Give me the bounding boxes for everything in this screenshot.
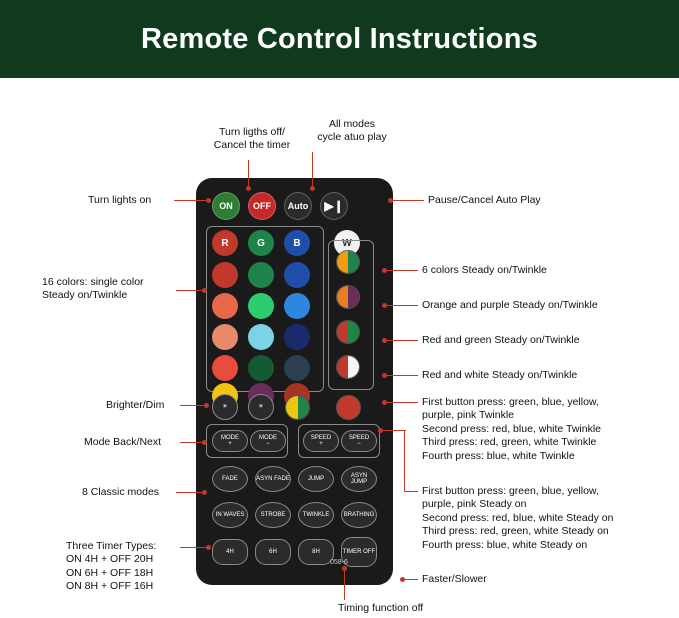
- leader-dot: [204, 403, 209, 408]
- leader-line: [380, 430, 406, 431]
- annotation-red-green: Red and green Steady on/Twinkle: [422, 334, 580, 346]
- speed-minus-sign: −: [357, 441, 361, 447]
- leader-line: [390, 200, 424, 201]
- leader-dot: [400, 577, 405, 582]
- red-green-button[interactable]: [336, 320, 360, 344]
- play-pause-icon: ▶❙: [324, 199, 344, 213]
- annotation-steady-presses: First button press: green, blue, yellow, purple, pink Steady on Second press: red, blue, white Steady on Third press: red, green, white Steady on Fourth press: blue, white Steady on: [422, 485, 614, 551]
- speed-minus-button[interactable]: [341, 430, 377, 452]
- annotation-8-classic-modes: 8 Classic modes: [82, 486, 160, 498]
- leader-dot: [382, 338, 387, 343]
- leader-line: [248, 160, 249, 188]
- leader-line: [176, 290, 204, 291]
- multicolor-twinkle-button[interactable]: [285, 395, 310, 420]
- flash-steady-button[interactable]: [336, 395, 361, 420]
- annotation-turn-lights-on: Turn lights on: [88, 194, 152, 206]
- speed-plus-label: SPEED: [310, 434, 332, 441]
- color-swatch[interactable]: [248, 324, 274, 350]
- leader-dot: [382, 268, 387, 273]
- annotation-16-colors: [42, 276, 192, 303]
- mode-asyn-jump-button[interactable]: ASYN JUMP: [341, 466, 377, 492]
- leader-dot: [378, 428, 383, 433]
- six-colors-button[interactable]: [336, 250, 360, 274]
- mode-plus-label: MODE: [221, 434, 239, 441]
- brighter-button[interactable]: [212, 394, 238, 420]
- timer-off-button[interactable]: TIMER OFF: [341, 537, 377, 567]
- color-swatch[interactable]: [284, 262, 310, 288]
- annotation-16-colors-rest: single color: [87, 276, 144, 288]
- remote-model-code: 058-6: [330, 559, 348, 566]
- leader-line: [180, 405, 206, 406]
- timer-4h-button[interactable]: 4H: [212, 539, 248, 565]
- leader-line: [384, 375, 418, 376]
- on-button[interactable]: ON: [212, 192, 240, 220]
- leader-dot: [246, 186, 251, 191]
- mode-plus-button[interactable]: [212, 430, 248, 452]
- speed-minus-label: SPEED: [348, 434, 370, 441]
- leader-dot: [202, 490, 207, 495]
- color-button-b[interactable]: B: [284, 230, 310, 256]
- annotation-timer-types: Three Timer Types: ON 4H + OFF 20H ON 6H + OFF 18H ON 8H + OFF 16H: [66, 540, 157, 593]
- annotation-red-white: Red and white Steady on/Twinkle: [422, 369, 578, 381]
- leader-line: [384, 305, 418, 306]
- color-swatch[interactable]: [248, 355, 274, 381]
- mode-minus-sign: −: [266, 441, 270, 447]
- leader-dot: [202, 288, 207, 293]
- color-swatch[interactable]: [212, 262, 238, 288]
- leader-line: [384, 270, 418, 271]
- annotation-all-modes: All modes cycle atuo play: [317, 118, 387, 144]
- leader-dot: [342, 566, 347, 571]
- speed-plus-button[interactable]: [303, 430, 339, 452]
- color-swatch[interactable]: [212, 293, 238, 319]
- mode-fade-button[interactable]: FADE: [212, 466, 248, 492]
- leader-dot: [310, 186, 315, 191]
- color-button-w[interactable]: W: [334, 230, 360, 256]
- leader-dot: [382, 400, 387, 405]
- timer-8h-button[interactable]: 8H: [298, 539, 334, 565]
- color-swatch[interactable]: [248, 262, 274, 288]
- leader-line: [344, 570, 345, 600]
- speed-plus-sign: +: [319, 441, 323, 447]
- annotation-twinkle-presses: First button press: green, blue, yellow, purple, pink Twinkle Second press: red, blue, white Twinkle Third press: red, green, white Twinkle Fourth press: blue, white Twinkle: [422, 396, 601, 462]
- remote-control-body: [196, 178, 393, 585]
- leader-line: [180, 547, 208, 548]
- leader-line: [176, 492, 204, 493]
- color-swatch[interactable]: [284, 355, 310, 381]
- leader-dot: [382, 303, 387, 308]
- color-swatch[interactable]: [212, 324, 238, 350]
- mode-asyn-fade-button[interactable]: ASYN FADE: [255, 466, 291, 492]
- leader-line: [404, 579, 418, 580]
- annotation-mode-back-next: Mode Back/Next: [84, 436, 162, 448]
- color-swatch[interactable]: [212, 355, 238, 381]
- annotation-brighter-dim: Brighter/Dim: [106, 399, 165, 411]
- annotation-turn-lights-off: Turn ligths off/ Cancel the timer: [213, 126, 291, 152]
- mode-in-waves-button[interactable]: IN WAVES: [212, 502, 248, 528]
- dim-button[interactable]: [248, 394, 274, 420]
- annotation-16-colors-line2: Steady on/Twinkle: [42, 289, 128, 302]
- color-button-g[interactable]: G: [248, 230, 274, 256]
- leader-dot: [202, 440, 207, 445]
- leader-line: [384, 340, 418, 341]
- leader-dot: [206, 545, 211, 550]
- annotation-faster-slower: Faster/Slower: [422, 573, 487, 585]
- annotation-six-colors: 6 colors Steady on/Twinkle: [422, 264, 547, 276]
- leader-dot: [382, 373, 387, 378]
- leader-line: [404, 491, 418, 492]
- color-swatch[interactable]: [248, 293, 274, 319]
- mode-minus-label: MODE: [259, 434, 277, 441]
- leader-dot: [388, 198, 393, 203]
- mode-brathing-button[interactable]: BRATHING: [341, 502, 377, 528]
- color-button-r[interactable]: R: [212, 230, 238, 256]
- annotation-timing-off: Timing function off: [338, 602, 424, 614]
- annotation-orange-purple: Orange and purple Steady on/Twinkle: [422, 299, 598, 311]
- mode-jump-button[interactable]: JUMP: [298, 466, 334, 492]
- page-title: Remote Control Instructions: [141, 22, 538, 55]
- orange-purple-button[interactable]: [336, 285, 360, 309]
- sun-minus-icon: ☀: [258, 403, 264, 410]
- color-swatch[interactable]: [284, 293, 310, 319]
- red-white-button[interactable]: [336, 355, 360, 379]
- pause-play-button[interactable]: [320, 192, 348, 220]
- leader-line: [174, 200, 208, 201]
- annotation-pause-cancel: Pause/Cancel Auto Play: [428, 194, 541, 206]
- mode-minus-button[interactable]: [250, 430, 286, 452]
- auto-button[interactable]: Auto: [284, 192, 312, 220]
- annotation-16-colors-bold: 16 colors:: [42, 276, 88, 288]
- mode-plus-sign: +: [228, 441, 232, 447]
- leader-line: [312, 152, 313, 188]
- leader-dot: [206, 198, 211, 203]
- mode-strobe-button[interactable]: STROBE: [255, 502, 291, 528]
- leader-line: [180, 442, 204, 443]
- sun-plus-icon: ☀: [222, 403, 228, 410]
- leader-line: [404, 430, 405, 492]
- page-header: [0, 0, 679, 78]
- off-button[interactable]: OFF: [248, 192, 276, 220]
- leader-line: [384, 402, 418, 403]
- mode-twinkle-button[interactable]: TWINKLE: [298, 502, 334, 528]
- color-swatch[interactable]: [284, 324, 310, 350]
- timer-6h-button[interactable]: 6H: [255, 539, 291, 565]
